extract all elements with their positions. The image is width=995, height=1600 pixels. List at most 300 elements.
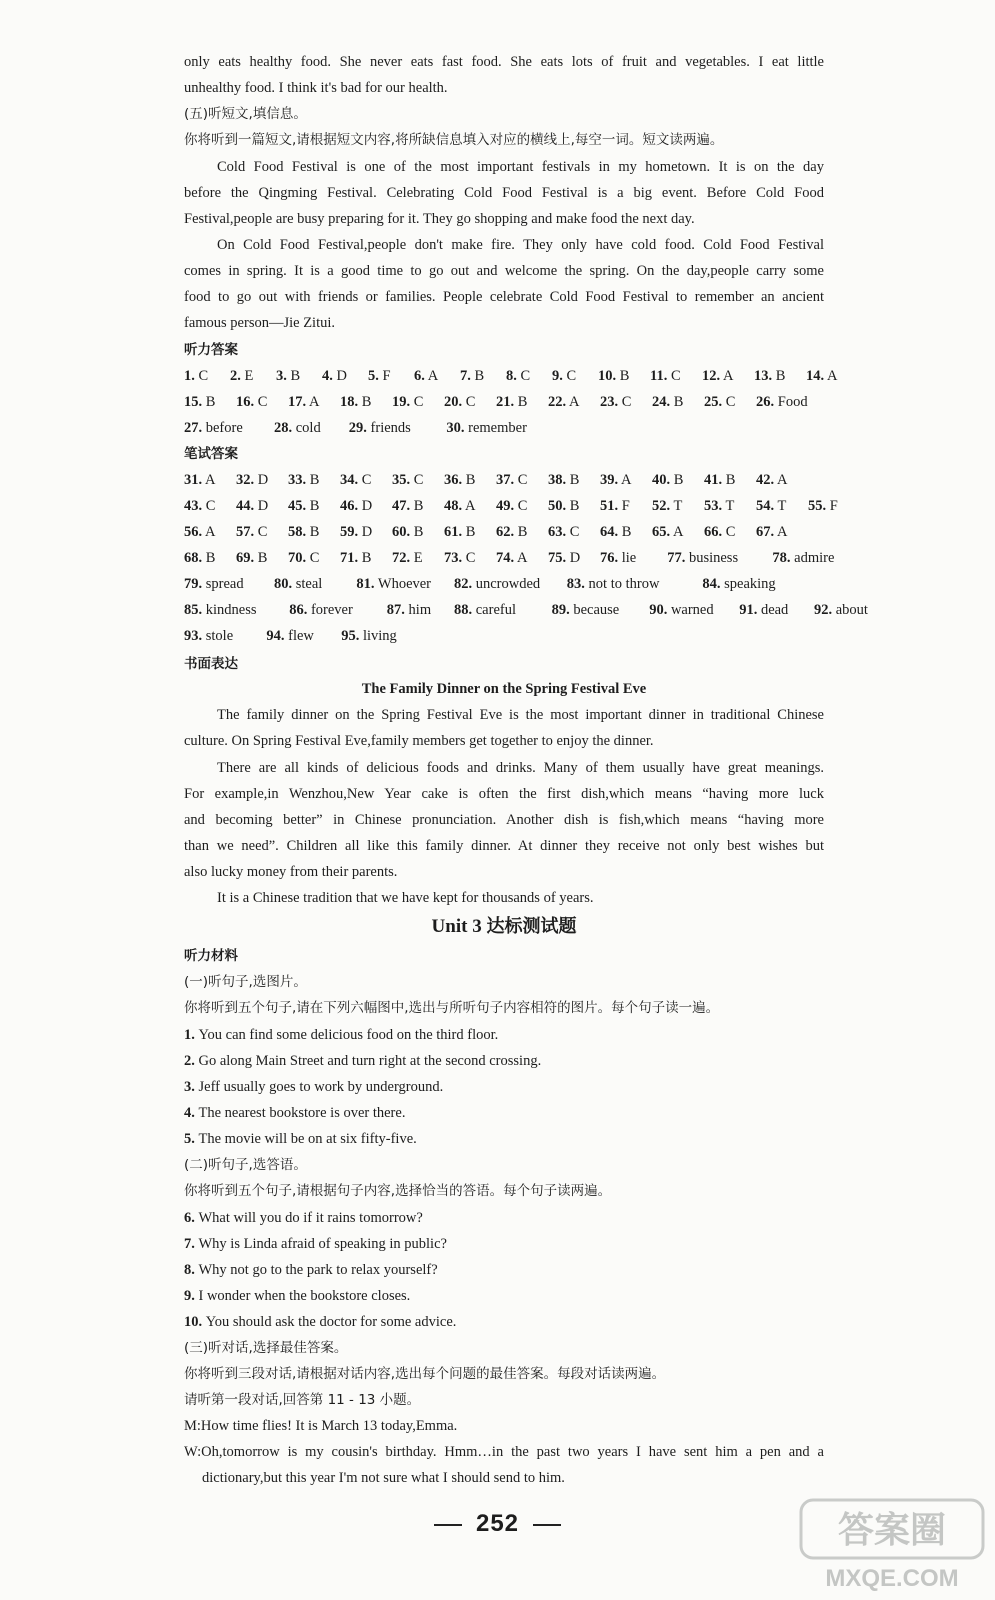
answer-value: C [462, 394, 476, 410]
answer-number: 61. [444, 524, 463, 540]
answer-item [754, 366, 785, 386]
answer-value: kindness [202, 602, 257, 618]
answer-number: 18. [340, 394, 359, 410]
answer-item [288, 548, 319, 568]
answer-value: C [254, 394, 268, 410]
text-line: unhealthy food. I think it's bad for our health. [184, 80, 448, 96]
answer-item [739, 600, 788, 620]
answer-number: 77. [667, 550, 686, 566]
answer-item [444, 522, 475, 542]
answer-value: C [516, 368, 531, 384]
answer-value: flew [284, 628, 314, 644]
item-text: The movie will be on at six fifty-five. [198, 1131, 417, 1147]
answer-item [184, 366, 208, 386]
text-line: comes in spring. It is a good time to go out and welcome the spring. On the day,people carry some [184, 263, 824, 279]
answer-value: B [254, 550, 268, 566]
unit-title-en: Unit 3 [431, 916, 482, 937]
answer-item [652, 470, 683, 490]
answer-value: B [772, 368, 786, 384]
answer-number: 65. [652, 524, 671, 540]
answer-item [184, 470, 215, 490]
answer-item [340, 496, 372, 516]
answer-value: A [670, 524, 684, 540]
list-item [184, 1208, 824, 1228]
answer-number: 89. [551, 602, 570, 618]
answer-number: 81. [356, 576, 375, 592]
answer-number: 14. [806, 368, 825, 384]
answer-number: 16. [236, 394, 255, 410]
list-item [184, 1103, 824, 1123]
answer-item [266, 626, 314, 646]
answer-number: 57. [236, 524, 255, 540]
answer-value: friends [366, 420, 411, 436]
answer-value: A [618, 472, 632, 488]
answer-item [288, 470, 319, 490]
answer-row [184, 366, 838, 386]
answer-number: 82. [454, 576, 473, 592]
answer-number: 53. [704, 498, 723, 514]
answer-value: stole [202, 628, 234, 644]
text-line: On Cold Food Festival,people don't make fire. They only have cold food. Cold Food Festival [217, 237, 824, 253]
answer-number: 75. [548, 550, 567, 566]
text-line: Cold Food Festival is one of the most important festivals in my hometown. It is on the day [217, 159, 824, 175]
answer-value: B [306, 524, 320, 540]
answer-number: 4. [322, 368, 333, 384]
answer-value: B [566, 498, 580, 514]
answer-number: 17. [288, 394, 307, 410]
answer-value: warned [667, 602, 714, 618]
answer-value: A [202, 524, 216, 540]
answer-item [368, 366, 391, 386]
answer-value: him [404, 602, 432, 618]
answer-row [184, 522, 824, 542]
answer-item [288, 496, 319, 516]
answer-item [392, 548, 423, 568]
answer-number: 85. [184, 602, 203, 618]
answer-value: T [670, 498, 683, 514]
answer-item [548, 548, 580, 568]
answer-number: 22. [548, 394, 567, 410]
answer-number: 20. [444, 394, 463, 410]
answer-value: A [824, 368, 838, 384]
answer-number: 70. [288, 550, 307, 566]
answer-value: B [722, 472, 736, 488]
answer-value: C [514, 498, 528, 514]
item-number: 7. [184, 1236, 199, 1252]
answer-value: B [286, 368, 301, 384]
answer-item [184, 548, 215, 568]
answer-value: Food [774, 394, 808, 410]
answer-value: C [514, 472, 528, 488]
answer-item [652, 392, 683, 412]
answer-value: A [306, 394, 320, 410]
answer-number: 42. [756, 472, 775, 488]
answer-number: 40. [652, 472, 671, 488]
answer-value: A [774, 524, 788, 540]
item-text: Jeff usually goes to work by underground. [198, 1079, 444, 1095]
answer-number: 49. [496, 498, 515, 514]
answer-item [756, 470, 787, 490]
list-item [184, 1077, 824, 1097]
answer-number: 63. [548, 524, 567, 540]
answer-value: speaking [720, 576, 776, 592]
answer-number: 72. [392, 550, 411, 566]
item-text: I wonder when the bookstore closes. [198, 1288, 411, 1304]
answer-item [454, 600, 516, 620]
text-line: famous person—Jie Zitui. [184, 315, 336, 331]
answer-number: 86. [289, 602, 308, 618]
answer-item [496, 522, 527, 542]
item-text: What will you do if it rains tomorrow? [198, 1210, 423, 1226]
answer-number: 54. [756, 498, 775, 514]
answer-item [496, 470, 527, 490]
answer-item [808, 496, 838, 516]
answer-value: B [410, 524, 424, 540]
answer-number: 29. [348, 420, 367, 436]
answer-item [756, 496, 786, 516]
answer-value: Whoever [374, 576, 432, 592]
answer-value: B [202, 394, 216, 410]
answer-value: C [306, 550, 320, 566]
text-line: Festival,people are busy preparing for it. They go shopping and make food the next day. [184, 211, 695, 227]
item-number: 6. [184, 1210, 199, 1226]
answer-number: 32. [236, 472, 255, 488]
answer-number: 13. [754, 368, 773, 384]
text-line: food to go out with friends or families. People celebrate Cold Food Festival to remember an ancient [184, 289, 824, 305]
answer-item [756, 392, 808, 412]
answer-value: D [358, 498, 373, 514]
answer-number: 55. [808, 498, 827, 514]
answer-value: C [566, 524, 580, 540]
answer-number: 28. [274, 420, 293, 436]
answer-item [600, 392, 631, 412]
answer-value: T [722, 498, 735, 514]
answer-value: cold [292, 420, 321, 436]
answer-item [274, 574, 322, 594]
answer-item [184, 496, 215, 516]
answer-value: business [685, 550, 739, 566]
answer-item [392, 496, 423, 516]
list-item [184, 1234, 824, 1254]
answer-value: C [358, 472, 372, 488]
answer-value: D [254, 472, 269, 488]
answer-number: 74. [496, 550, 515, 566]
answer-item [598, 366, 629, 386]
page-number-dash [533, 1524, 561, 1526]
answer-item [414, 366, 438, 386]
answer-item [392, 392, 423, 412]
answer-item [236, 496, 268, 516]
answer-item [184, 522, 215, 542]
unit-title [184, 914, 824, 940]
answer-number: 12. [702, 368, 721, 384]
answer-value: admire [790, 550, 835, 566]
answer-number: 71. [340, 550, 359, 566]
page-number-text: 252 [475, 1510, 520, 1537]
answer-item [444, 470, 475, 490]
item-text: Why not go to the park to relax yourself? [198, 1262, 438, 1278]
dialogue-line: M:How time flies! It is March 13 today,Emma. [184, 1418, 458, 1434]
answer-item [650, 366, 681, 386]
answer-number: 73. [444, 550, 463, 566]
answer-item [649, 600, 713, 620]
answer-value: B [670, 394, 684, 410]
answer-number: 6. [414, 368, 425, 384]
answer-item [548, 522, 579, 542]
list-item [184, 1260, 824, 1280]
answer-item [349, 418, 411, 438]
answer-item [814, 600, 868, 620]
answer-value: C [254, 524, 268, 540]
answer-item [446, 418, 527, 438]
answer-value: forever [307, 602, 353, 618]
answer-number: 95. [341, 628, 360, 644]
answer-number: 91. [739, 602, 758, 618]
answer-number: 33. [288, 472, 307, 488]
answer-number: 52. [652, 498, 671, 514]
answer-number: 76. [600, 550, 619, 566]
answer-row [184, 418, 824, 438]
answer-item [756, 522, 787, 542]
answer-number: 62. [496, 524, 515, 540]
answer-value: D [332, 368, 347, 384]
answer-item [772, 548, 834, 568]
answer-value: B [470, 368, 485, 384]
item-number: 1. [184, 1027, 199, 1043]
section-instruction: 你将听到五个句子,请在下列六幅图中,选出与所听句子内容相符的图片。每个句子读一遍。 [184, 1000, 720, 1016]
text-line: The family dinner on the Spring Festival Eve is the most important dinner in traditional Chinese [217, 707, 824, 723]
answer-item [276, 366, 300, 386]
answer-item [289, 600, 353, 620]
answer-value: E [240, 368, 254, 384]
answer-number: 48. [444, 498, 463, 514]
unit-title-cn: 达标测试题 [486, 916, 577, 937]
item-text: The nearest bookstore is over there. [198, 1105, 406, 1121]
item-number: 2. [184, 1053, 199, 1069]
text-line: only eats healthy food. She never eats fast food. She eats lots of fruit and vegetables. I eat little [184, 54, 824, 70]
list-item [184, 1286, 824, 1306]
answer-number: 27. [184, 420, 203, 436]
answer-number: 43. [184, 498, 203, 514]
section-instruction: 你将听到三段对话,请根据对话内容,选出每个问题的最佳答案。每段对话读两遍。 [184, 1366, 666, 1382]
essay-title: The Family Dinner on the Spring Festival Eve [361, 681, 647, 697]
answer-number: 45. [288, 498, 307, 514]
answer-number: 26. [756, 394, 775, 410]
answer-value: C [667, 368, 681, 384]
answer-item [288, 522, 319, 542]
list-item [184, 1312, 824, 1332]
answer-item [567, 574, 660, 594]
answer-item [702, 366, 733, 386]
answer-value: C [202, 498, 216, 514]
answer-value: B [306, 498, 320, 514]
answer-item [184, 574, 244, 594]
answer-value: C [618, 394, 632, 410]
answer-number: 56. [184, 524, 203, 540]
answer-value: B [358, 550, 372, 566]
answer-number: 78. [772, 550, 791, 566]
answer-value: lie [618, 550, 637, 566]
answer-item [704, 522, 735, 542]
answer-value: D [254, 498, 269, 514]
answer-item [184, 392, 215, 412]
logo-site: MXQE.COM [825, 1565, 959, 1592]
text-line: It is a Chinese tradition that we have kept for thousands of years. [217, 890, 594, 906]
answer-value: B [306, 472, 320, 488]
answer-row [184, 574, 824, 594]
answer-number: 37. [496, 472, 515, 488]
answer-item [444, 496, 475, 516]
answer-row [184, 600, 868, 620]
answer-number: 66. [704, 524, 723, 540]
answer-item [496, 392, 527, 412]
answer-number: 31. [184, 472, 203, 488]
dialogue-line: dictionary,but this year I'm not sure what I should send to him. [202, 1470, 565, 1486]
answer-item [704, 496, 734, 516]
answer-number: 79. [184, 576, 203, 592]
answer-item [652, 522, 683, 542]
answer-item [340, 522, 372, 542]
answer-value: B [618, 524, 632, 540]
answer-number: 23. [600, 394, 619, 410]
answer-row [184, 626, 824, 646]
item-number: 5. [184, 1131, 199, 1147]
answer-value: C [410, 472, 424, 488]
item-text: Why is Linda afraid of speaking in public? [198, 1236, 447, 1252]
answer-number: 15. [184, 394, 203, 410]
logo-text: 答案圈 [837, 1510, 947, 1551]
answer-item [387, 600, 431, 620]
answer-number: 60. [392, 524, 411, 540]
answer-number: 5. [368, 368, 379, 384]
answer-number: 94. [266, 628, 285, 644]
list-item [184, 1051, 824, 1071]
answer-number: 80. [274, 576, 293, 592]
answer-value: A [774, 472, 788, 488]
answer-value: B [670, 472, 684, 488]
answer-number: 19. [392, 394, 411, 410]
answer-item [496, 496, 527, 516]
answer-number: 1. [184, 368, 195, 384]
answer-value: F [826, 498, 838, 514]
writing-heading: 书面表达 [184, 656, 238, 672]
answer-value: A [202, 472, 216, 488]
answer-item [667, 548, 738, 568]
answer-value: careful [472, 602, 516, 618]
answer-number: 59. [340, 524, 359, 540]
section-subinstruction: 请听第一段对话,回答第 11 - 13 小题。 [184, 1392, 421, 1408]
answer-item [184, 600, 257, 620]
answer-number: 87. [386, 602, 405, 618]
answer-item [184, 626, 233, 646]
answer-number: 21. [496, 394, 515, 410]
materials-heading: 听力材料 [184, 948, 238, 964]
answer-item [454, 574, 540, 594]
section-heading: (一)听句子,选图片。 [184, 974, 307, 990]
answer-number: 64. [600, 524, 619, 540]
answer-number: 44. [236, 498, 255, 514]
answer-value: D [358, 524, 373, 540]
answer-item [548, 496, 579, 516]
answer-value: about [832, 602, 868, 618]
answer-value: spread [202, 576, 244, 592]
item-number: 10. [184, 1314, 206, 1330]
answer-item [340, 392, 371, 412]
answer-item [600, 548, 636, 568]
answer-item [356, 574, 431, 594]
answer-number: 46. [340, 498, 359, 514]
answer-value: A [720, 368, 734, 384]
answer-item [600, 522, 631, 542]
answer-number: 93. [184, 628, 203, 644]
answer-number: 38. [548, 472, 567, 488]
answer-value: because [569, 602, 620, 618]
answers-heading: 听力答案 [184, 342, 238, 358]
list-item [184, 1025, 824, 1045]
answer-value: A [566, 394, 580, 410]
answer-value: remember [464, 420, 527, 436]
item-text: You should ask the doctor for some advice. [205, 1314, 457, 1330]
answer-number: 30. [446, 420, 465, 436]
answer-number: 84. [702, 576, 721, 592]
answer-value: B [514, 524, 528, 540]
item-number: 8. [184, 1262, 199, 1278]
answer-value: B [410, 498, 424, 514]
answer-number: 10. [598, 368, 617, 384]
answer-number: 36. [444, 472, 463, 488]
answer-item [341, 626, 397, 646]
answer-item [600, 496, 630, 516]
answer-number: 58. [288, 524, 307, 540]
answer-value: C [722, 394, 736, 410]
answer-value: B [566, 472, 580, 488]
answer-item [806, 366, 837, 386]
answer-item [184, 418, 243, 438]
answer-value: A [462, 498, 476, 514]
answer-item [552, 600, 620, 620]
answer-item [506, 366, 530, 386]
answer-item [322, 366, 347, 386]
text-line: also lucky money from their parents. [184, 864, 398, 880]
answer-value: A [424, 368, 439, 384]
answer-number: 51. [600, 498, 619, 514]
answer-number: 69. [236, 550, 255, 566]
answer-value: B [202, 550, 216, 566]
answer-item [392, 522, 423, 542]
section-heading: (二)听句子,选答语。 [184, 1157, 307, 1173]
answer-item [392, 470, 423, 490]
answer-item [340, 470, 371, 490]
answer-value: dead [757, 602, 789, 618]
answer-item [288, 392, 319, 412]
answer-value: A [514, 550, 528, 566]
text-line: culture. On Spring Festival Eve,family members get together to enjoy the dinner. [184, 733, 654, 749]
answer-value: steal [292, 576, 323, 592]
answer-number: 2. [230, 368, 241, 384]
answer-number: 25. [704, 394, 723, 410]
answer-value: D [566, 550, 581, 566]
answer-item [548, 470, 579, 490]
text-line: For example,in Wenzhou,New Year cake is often the first dish,which means “having more luck [184, 786, 824, 802]
answer-number: 88. [454, 602, 473, 618]
answer-value: before [202, 420, 243, 436]
answer-number: 3. [276, 368, 287, 384]
section-instruction: 你将听到一篇短文,请根据短文内容,将所缺信息填入对应的横线上,每空一词。短文读两遍。 [184, 132, 724, 148]
answer-item [702, 574, 775, 594]
text-line: before the Qingming Festival. Celebrating Cold Food Festival is a big event. Before Cold Food [184, 185, 824, 201]
answer-item [236, 470, 268, 490]
answer-number: 83. [566, 576, 585, 592]
